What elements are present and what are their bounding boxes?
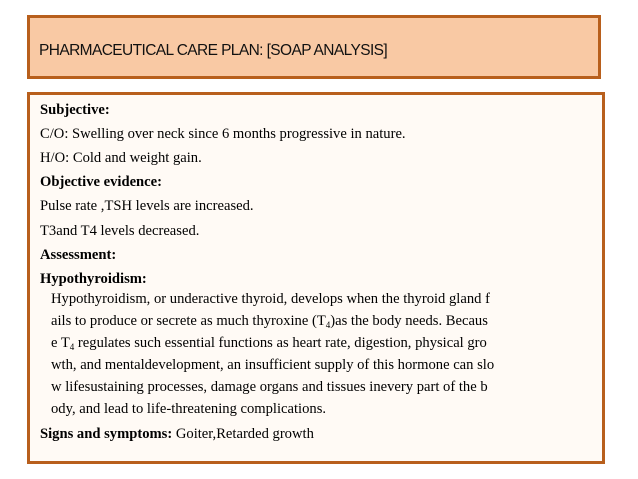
history-text: H/O: Cold and weight gain. bbox=[40, 150, 202, 166]
page-title: PHARMACEUTICAL CARE PLAN: [SOAP ANALYSIS] bbox=[39, 42, 388, 59]
signs-value: Goiter,Retarded growth bbox=[172, 426, 314, 442]
objective-line-1: Pulse rate ,TSH levels are increased. bbox=[40, 198, 254, 214]
assessment-para-line-4: wth, and mentaldevelopment, an insufficient supply of this hormone can slo bbox=[51, 357, 495, 373]
assessment-para-line-3: e $T_4$ regulates such essential functions as heart rate, digestion, physical gro bbox=[51, 335, 487, 352]
title-banner bbox=[27, 15, 601, 79]
assessment-para-line-6: ody, and lead to life-threatening complications. bbox=[51, 401, 327, 417]
objective-line-2: T3and T4 levels decreased. bbox=[40, 223, 200, 239]
assessment-para-line-5: w lifesustaining processes, damage organs and tissues inevery part of the b bbox=[51, 379, 488, 395]
signs-line bbox=[40, 426, 314, 443]
objective-heading: Objective evidence: bbox=[40, 174, 162, 190]
content-panel bbox=[27, 92, 605, 464]
subjective-heading: Subjective: bbox=[40, 102, 110, 118]
signs-heading: Signs and symptoms: bbox=[40, 426, 173, 442]
assessment-para-line-1: Hypothyroidism, or underactive thyroid, develops when the thyroid gland f bbox=[51, 291, 490, 307]
hypothyroidism-heading: Hypothyroidism: bbox=[40, 271, 147, 287]
assessment-para-line-2: ails to produce or secrete as much thyroxine $(T_4)as$ the body needs. Becaus bbox=[51, 313, 488, 330]
complaint-text: C/O: Swelling over neck since 6 months progressive in nature. bbox=[40, 126, 406, 142]
assessment-heading: Assessment: bbox=[40, 247, 117, 263]
